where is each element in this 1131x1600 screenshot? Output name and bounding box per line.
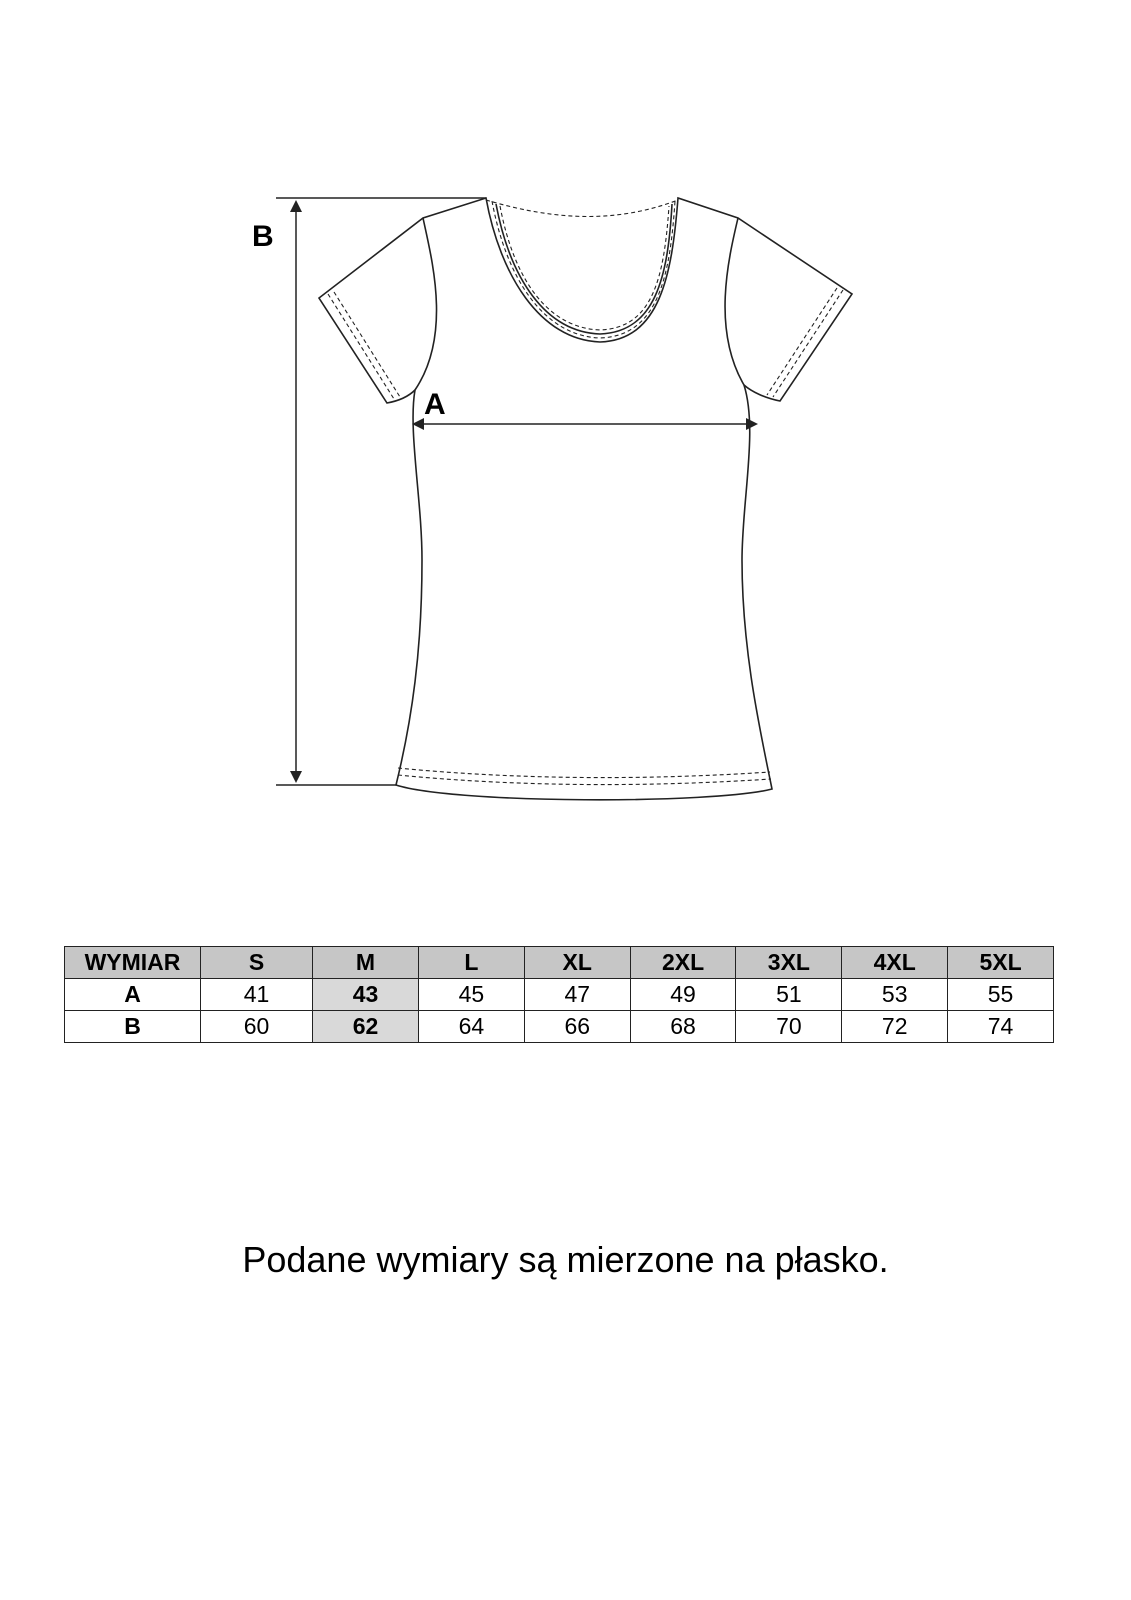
cell-a-s: 41	[201, 979, 313, 1011]
header-cell-2xl: 2XL	[630, 947, 736, 979]
cell-b-3xl: 70	[736, 1011, 842, 1043]
cell-a-m: 43	[313, 979, 419, 1011]
tshirt-stitching	[328, 200, 843, 785]
cell-a-2xl: 49	[630, 979, 736, 1011]
cell-b-2xl: 68	[630, 1011, 736, 1043]
table-row	[65, 979, 1054, 1011]
row-label-a: A	[65, 979, 201, 1011]
header-cell-s: S	[201, 947, 313, 979]
cell-b-l: 64	[419, 1011, 525, 1043]
measurement-note: Podane wymiary są mierzone na płasko.	[242, 1239, 889, 1280]
header-cell-l: L	[419, 947, 525, 979]
dimension-b-label: B	[252, 220, 274, 253]
row-label-b: B	[65, 1011, 201, 1043]
cell-a-5xl: 55	[948, 979, 1054, 1011]
cell-b-5xl: 74	[948, 1011, 1054, 1043]
cell-b-m: 62	[313, 1011, 419, 1043]
cell-a-xl: 47	[524, 979, 630, 1011]
dimension-b	[276, 198, 486, 785]
header-cell-xl: XL	[524, 947, 630, 979]
size-table	[64, 946, 1054, 1043]
cell-b-4xl: 72	[842, 1011, 948, 1043]
header-cell-4xl: 4XL	[842, 947, 948, 979]
cell-b-s: 60	[201, 1011, 313, 1043]
table-row	[65, 1011, 1054, 1043]
header-cell-3xl: 3XL	[736, 947, 842, 979]
size-table-header-row	[65, 947, 1054, 979]
header-cell-dimension: WYMIAR	[65, 947, 201, 979]
cell-a-l: 45	[419, 979, 525, 1011]
cell-b-xl: 66	[524, 1011, 630, 1043]
tshirt-outline	[319, 198, 852, 800]
cell-a-4xl: 53	[842, 979, 948, 1011]
header-cell-5xl: 5XL	[948, 947, 1054, 979]
header-cell-m: M	[313, 947, 419, 979]
dimension-a-label: A	[424, 388, 446, 421]
cell-a-3xl: 51	[736, 979, 842, 1011]
